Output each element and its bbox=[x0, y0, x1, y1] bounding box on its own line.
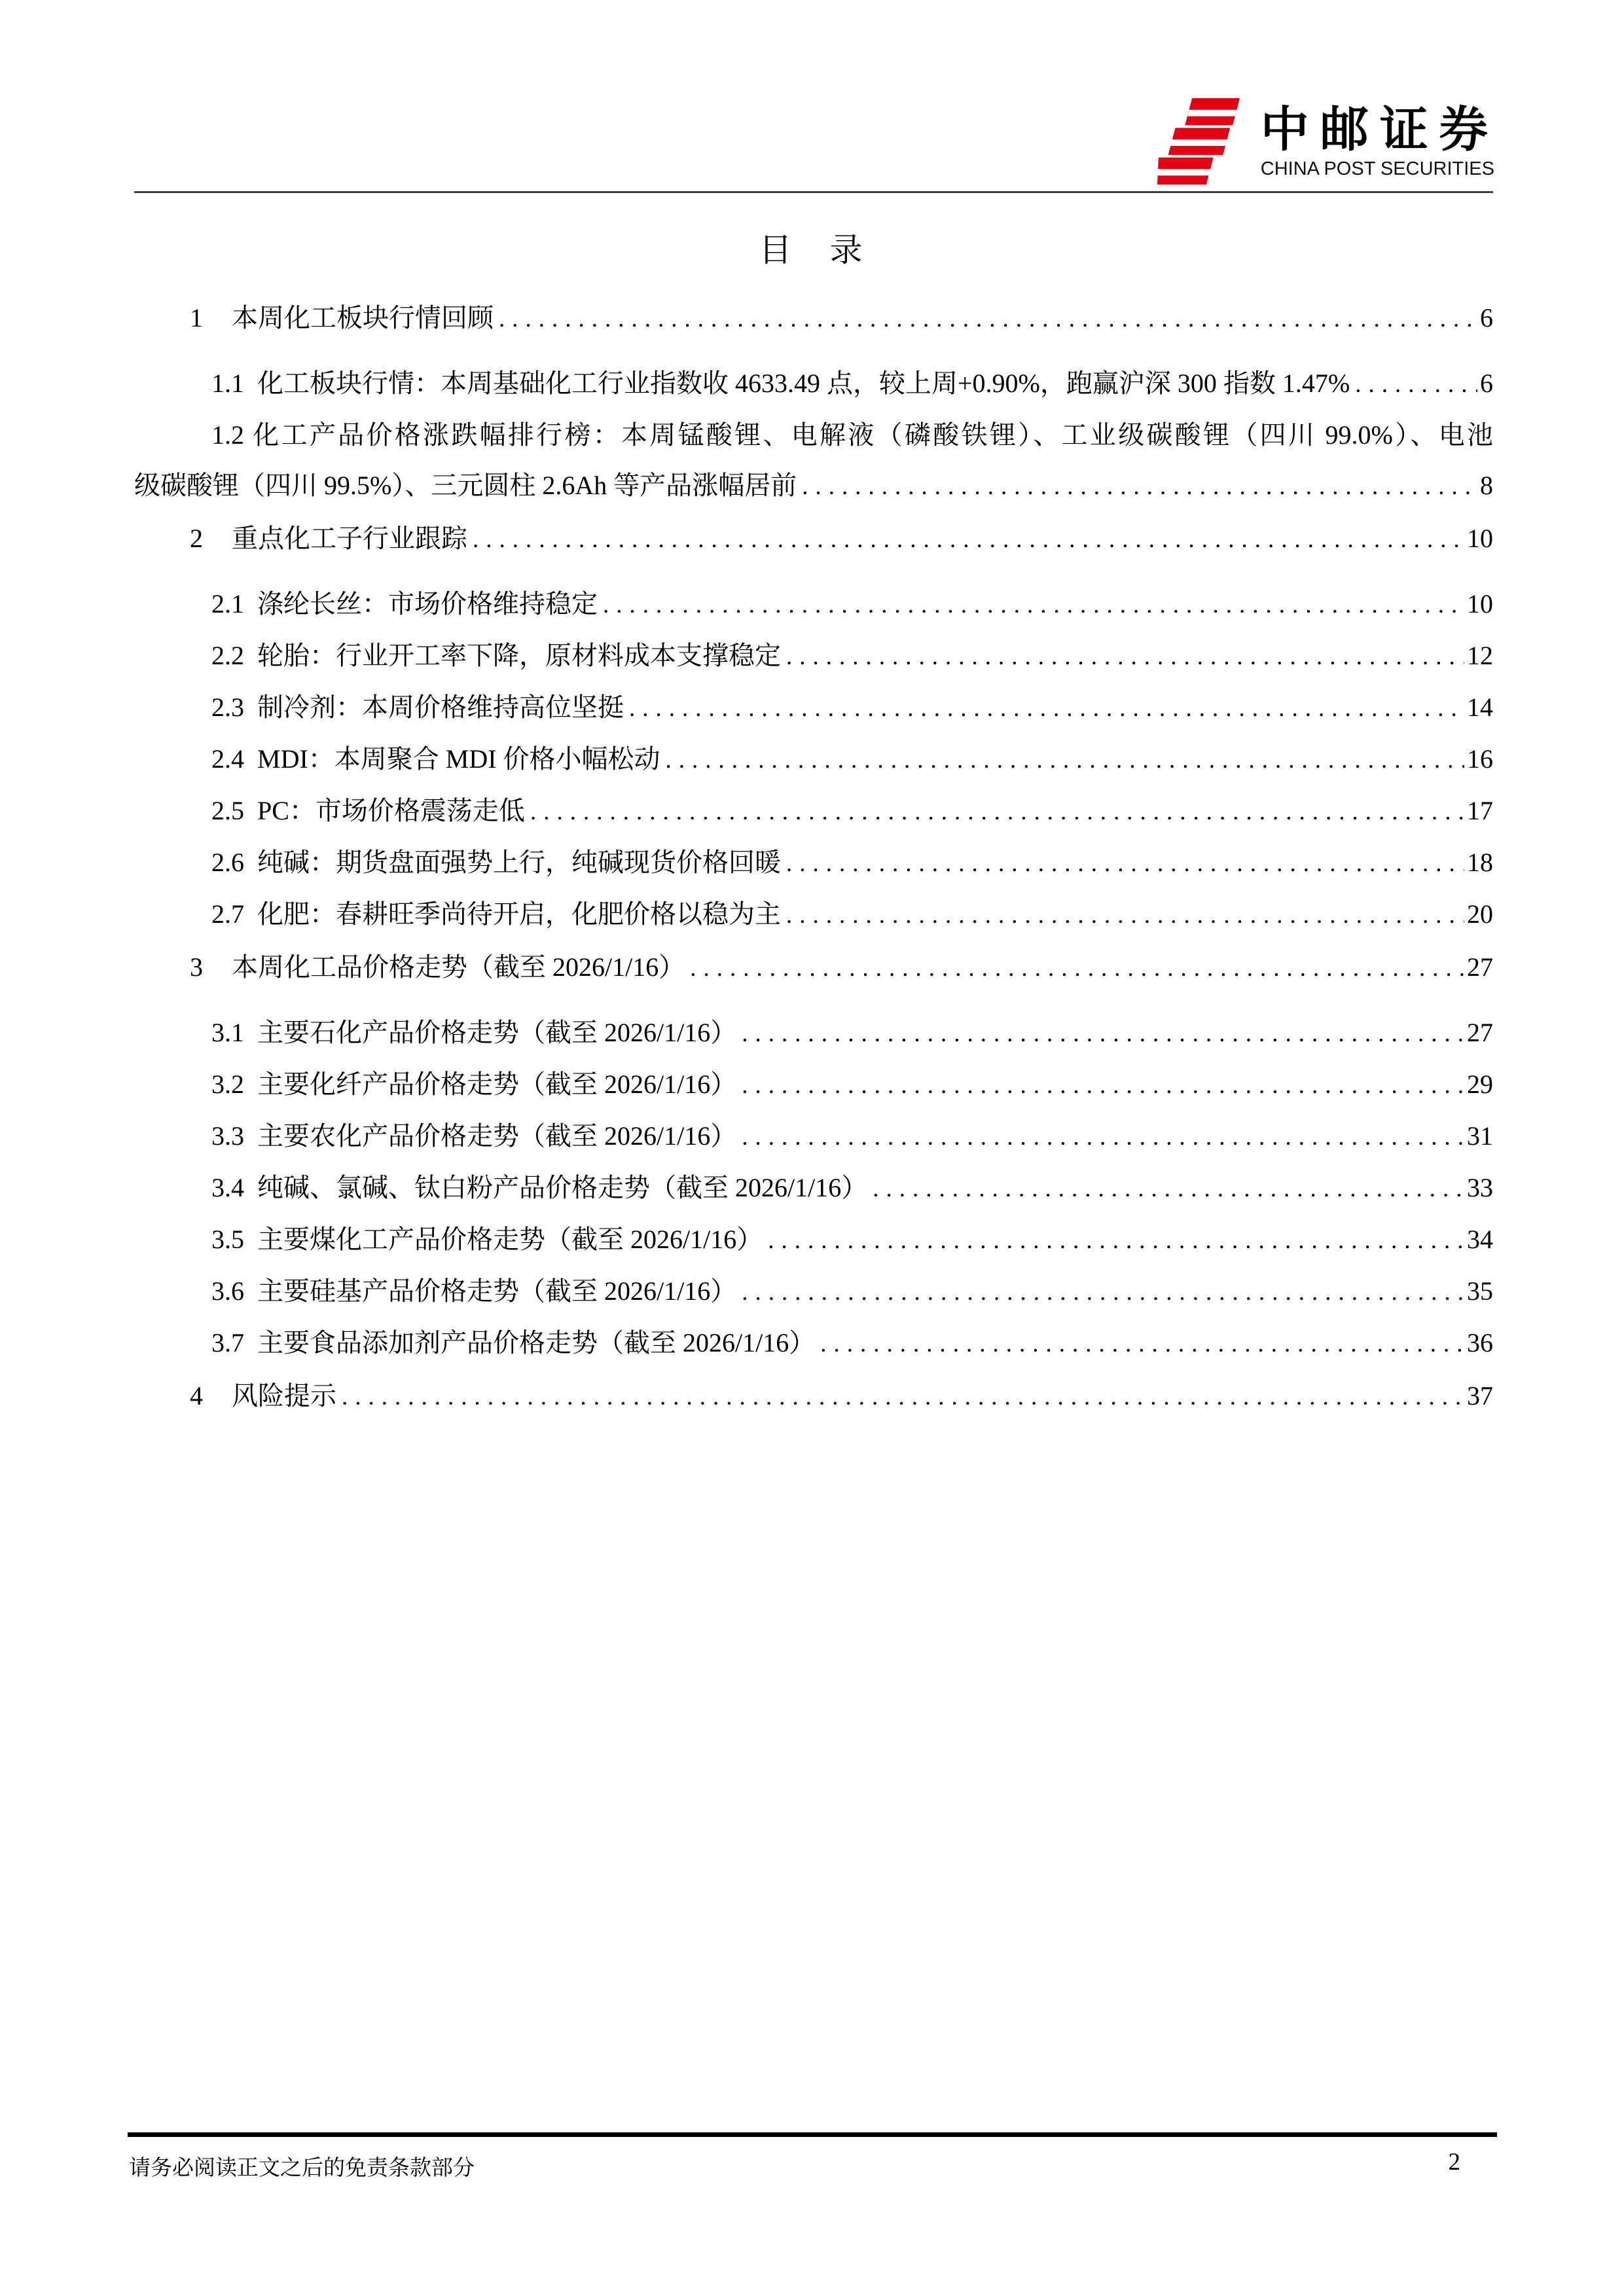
toc-entry-number: 3.4 bbox=[211, 1173, 244, 1202]
toc-entry-2-6[interactable] bbox=[134, 847, 1493, 880]
toc-entry-title: 本周化工品价格走势（截至 2026/1/16） bbox=[232, 952, 685, 982]
toc-entry-number: 2.6 bbox=[211, 848, 244, 877]
toc-entry-title: 主要化纤产品价格走势（截至 2026/1/16） bbox=[257, 1069, 737, 1099]
toc-entry-page: 27 bbox=[1467, 952, 1493, 982]
dot-leader bbox=[666, 744, 1464, 776]
dot-leader bbox=[499, 302, 1477, 335]
toc-entry-number: 2 bbox=[190, 524, 203, 553]
footer-divider bbox=[128, 2132, 1497, 2137]
toc-entry-number: 1 bbox=[190, 303, 203, 332]
dot-leader bbox=[603, 588, 1464, 621]
toc-entry-page: 12 bbox=[1467, 641, 1493, 670]
dot-leader bbox=[1355, 368, 1477, 401]
china-post-logo-icon bbox=[1157, 97, 1241, 187]
toc-entry-number: 3.7 bbox=[211, 1328, 244, 1357]
dot-leader bbox=[742, 1069, 1464, 1102]
toc-entry-2[interactable] bbox=[134, 523, 1493, 556]
header bbox=[1157, 97, 1499, 187]
toc-entry-3-6[interactable] bbox=[134, 1276, 1493, 1308]
toc-entry-3-2[interactable] bbox=[134, 1069, 1493, 1102]
dot-leader bbox=[802, 470, 1477, 503]
toc-entry-page: 6 bbox=[1480, 368, 1493, 398]
toc-entry-page: 14 bbox=[1467, 692, 1493, 722]
toc-entry-title: 主要硅基产品价格走势（截至 2026/1/16） bbox=[257, 1276, 737, 1306]
toc-entry-title: MDI：本周聚合 MDI 价格小幅松动 bbox=[257, 744, 660, 774]
toc-entry-2-1[interactable] bbox=[134, 588, 1493, 621]
footer-disclaimer: 请务必阅读正文之后的免责条款部分 bbox=[129, 2157, 475, 2180]
toc-entry-1-2-line-1[interactable] bbox=[134, 420, 1493, 451]
toc-entry-title: 风险提示 bbox=[232, 1381, 336, 1410]
toc-entry-4[interactable] bbox=[134, 1380, 1493, 1413]
toc-entry-title: 纯碱、氯碱、钛白粉产品价格走势（截至 2026/1/16） bbox=[257, 1173, 868, 1202]
dot-leader bbox=[530, 795, 1464, 828]
toc-entry-page: 16 bbox=[1467, 744, 1493, 774]
toc-entry-page: 35 bbox=[1467, 1276, 1493, 1306]
dot-leader bbox=[820, 1327, 1464, 1360]
toc-entry-title: 主要石化产品价格走势（截至 2026/1/16） bbox=[257, 1018, 737, 1047]
toc-entry-number: 2.7 bbox=[211, 899, 244, 929]
toc-entry-3[interactable] bbox=[134, 952, 1493, 984]
dot-leader bbox=[629, 692, 1464, 725]
dot-leader bbox=[742, 1121, 1464, 1153]
dot-leader bbox=[742, 1276, 1464, 1308]
toc-entry-title-continued: 级碳酸锂（四川 99.5%）、三元圆柱 2.6Ah 等产品涨幅居前 bbox=[134, 471, 797, 500]
toc-entry-number: 1.1 bbox=[211, 368, 244, 398]
toc-entry-1-1[interactable] bbox=[134, 368, 1493, 401]
dot-leader bbox=[786, 899, 1464, 931]
toc-entry-number: 2.3 bbox=[211, 692, 244, 722]
header-divider bbox=[134, 191, 1493, 193]
dot-leader bbox=[690, 952, 1464, 984]
toc-entry-page: 33 bbox=[1467, 1173, 1493, 1202]
toc-entry-title: 轮胎：行业开工率下降，原材料成本支撑稳定 bbox=[257, 641, 781, 670]
toc-entry-page: 10 bbox=[1467, 524, 1493, 553]
company-name-en: CHINA POST SECURITIES bbox=[1260, 158, 1494, 180]
toc-entry-page: 8 bbox=[1480, 471, 1493, 500]
toc-entry-title: 纯碱：期货盘面强势上行，纯碱现货价格回暖 bbox=[257, 848, 781, 877]
toc-entry-number: 2.1 bbox=[211, 589, 244, 619]
toc-entry-2-4[interactable] bbox=[134, 744, 1493, 776]
toc-entry-number: 3.6 bbox=[211, 1276, 244, 1306]
table-of-contents bbox=[134, 302, 1493, 1446]
dot-leader bbox=[742, 1017, 1464, 1050]
dot-leader bbox=[786, 640, 1464, 673]
toc-entry-2-3[interactable] bbox=[134, 692, 1493, 725]
toc-entry-number: 3.1 bbox=[211, 1018, 244, 1047]
toc-entry-number: 3 bbox=[190, 952, 203, 982]
dot-leader bbox=[473, 523, 1464, 556]
toc-entry-3-7[interactable] bbox=[134, 1327, 1493, 1360]
toc-entry-title: 化工板块行情：本周基础化工行业指数收 4633.49 点，较上周+0.90%，跑赢沪深 300 指数 1.47% bbox=[257, 368, 1350, 398]
toc-entry-1[interactable] bbox=[134, 302, 1493, 335]
toc-entry-page: 29 bbox=[1467, 1069, 1493, 1099]
toc-entry-page: 37 bbox=[1467, 1381, 1493, 1410]
company-name: 中邮证券 bbox=[1260, 101, 1499, 156]
dot-leader bbox=[342, 1380, 1464, 1413]
toc-entry-number: 4 bbox=[190, 1381, 203, 1410]
toc-entry-3-3[interactable] bbox=[134, 1121, 1493, 1153]
toc-entry-2-5[interactable] bbox=[134, 795, 1493, 828]
toc-entry-number: 3.5 bbox=[211, 1225, 244, 1254]
toc-entry-page: 20 bbox=[1467, 899, 1493, 929]
logo-text-block bbox=[1260, 101, 1499, 181]
toc-entry-number: 1.2 bbox=[211, 420, 244, 450]
toc-entry-3-5[interactable] bbox=[134, 1224, 1493, 1257]
dot-leader bbox=[873, 1172, 1464, 1205]
toc-entry-title: PC：市场价格震荡走低 bbox=[257, 796, 525, 825]
toc-entry-number: 3.2 bbox=[211, 1069, 244, 1099]
toc-entry-page: 18 bbox=[1467, 848, 1493, 877]
toc-entry-2-7[interactable] bbox=[134, 899, 1493, 931]
toc-entry-title: 制冷剂：本周价格维持高位坚挺 bbox=[257, 692, 624, 722]
toc-entry-page: 10 bbox=[1467, 589, 1493, 619]
toc-entry-number: 2.2 bbox=[211, 641, 244, 670]
dot-leader bbox=[786, 847, 1464, 880]
toc-entry-title: 重点化工子行业跟踪 bbox=[232, 524, 467, 553]
toc-entry-page: 31 bbox=[1467, 1121, 1493, 1151]
toc-entry-title: 化肥：春耕旺季尚待开启，化肥价格以稳为主 bbox=[257, 899, 781, 929]
toc-entry-3-1[interactable] bbox=[134, 1017, 1493, 1050]
toc-entry-number: 2.5 bbox=[211, 796, 244, 825]
toc-entry-title: 化工产品价格涨跌幅排行榜：本周锰酸锂、电解液（磷酸铁锂）、工业级碳酸锂（四川 99.0%）、电池 bbox=[253, 420, 1493, 450]
toc-entry-3-4[interactable] bbox=[134, 1172, 1493, 1205]
toc-entry-number: 2.4 bbox=[211, 744, 244, 774]
toc-entry-title: 主要食品添加剂产品价格走势（截至 2026/1/16） bbox=[257, 1328, 816, 1357]
toc-entry-number: 3.3 bbox=[211, 1121, 244, 1151]
toc-entry-title: 主要农化产品价格走势（截至 2026/1/16） bbox=[257, 1121, 737, 1151]
toc-entry-page: 34 bbox=[1467, 1225, 1493, 1254]
dot-leader bbox=[768, 1224, 1464, 1257]
toc-entry-page: 17 bbox=[1467, 796, 1493, 825]
toc-entry-page: 6 bbox=[1480, 303, 1493, 332]
toc-entry-title: 本周化工板块行情回顾 bbox=[232, 303, 494, 332]
toc-entry-2-2[interactable] bbox=[134, 640, 1493, 673]
toc-entry-1-2-line-2[interactable] bbox=[134, 470, 1493, 503]
page-title: 目 录 bbox=[759, 232, 865, 268]
toc-entry-page: 36 bbox=[1467, 1328, 1493, 1357]
page-number: 2 bbox=[1448, 2149, 1460, 2176]
toc-entry-page: 27 bbox=[1467, 1018, 1493, 1047]
toc-entry-title: 涤纶长丝：市场价格维持稳定 bbox=[257, 589, 598, 619]
toc-entry-title: 主要煤化工产品价格走势（截至 2026/1/16） bbox=[257, 1225, 763, 1254]
